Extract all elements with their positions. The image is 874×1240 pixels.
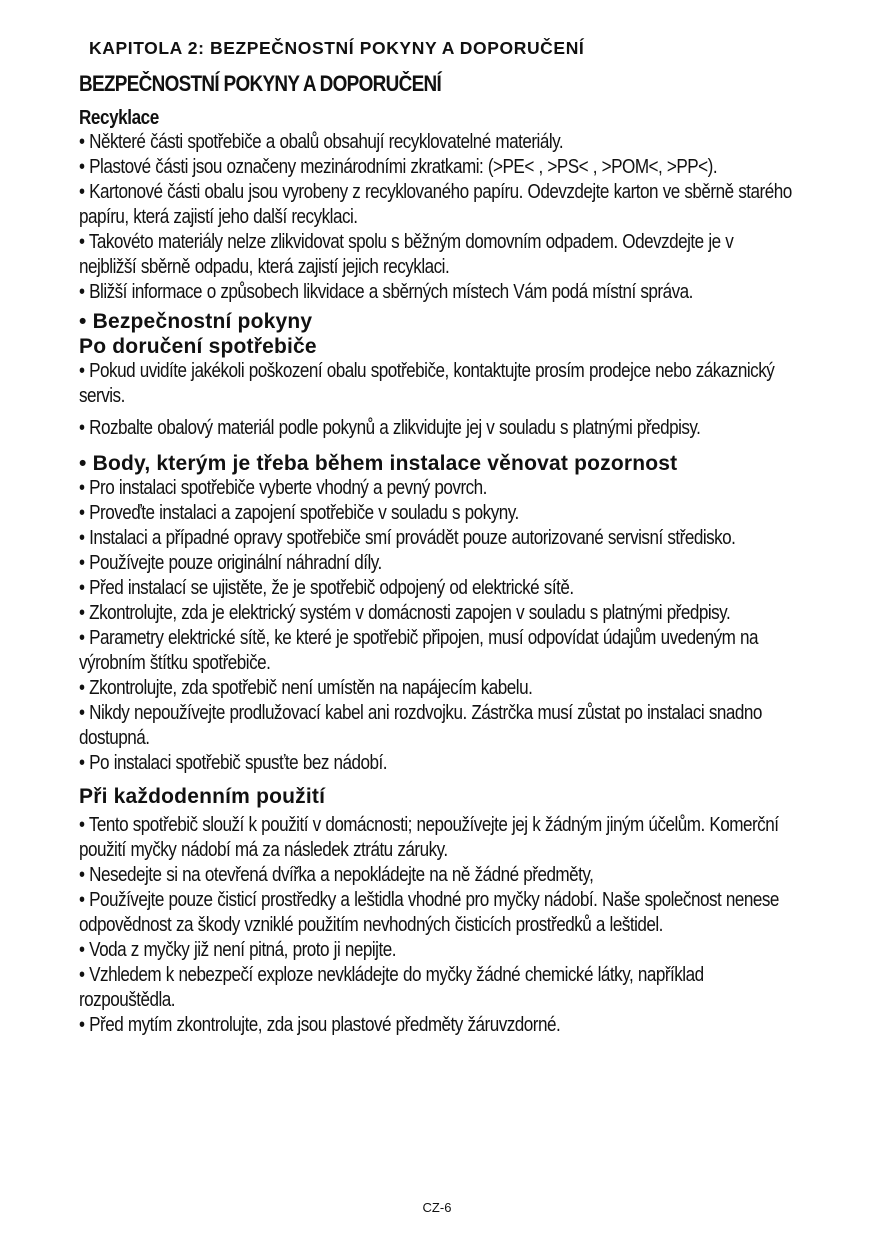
list-item: • Nikdy nepoužívejte prodlužovací kabel ani rozdvojku. Zástrčka musí zůstat po instalaci snadno dostupná.	[79, 701, 794, 751]
list-item: • Rozbalte obalový materiál podle pokynů a zlikvidujte jej v souladu s platnými předpisy.	[79, 413, 794, 443]
list-item: • Používejte pouze čisticí prostředky a leštidla vhodné pro myčky nádobí. Naše společnost nenese odpovědnost za škody vzniklé použitím nevhodných čisticích prostředků a leštidel.	[79, 888, 794, 938]
main-title: BEZPEČNOSTNÍ POKYNY A DOPORUČENÍ	[79, 71, 442, 96]
installation-section	[79, 476, 794, 776]
list-item: • Používejte pouze originální náhradní díly.	[79, 551, 794, 576]
delivery-list	[79, 359, 794, 443]
list-item: • Kartonové části obalu jsou vyrobeny z recyklovaného papíru. Odevzdejte karton ve sběrně starého papíru, která zajistí jeho další recyklaci.	[79, 180, 794, 230]
recycling-list	[79, 130, 794, 305]
chapter-header: KAPITOLA 2: BEZPEČNOSTNÍ POKYNY A DOPORUČENÍ	[89, 38, 585, 58]
list-item: • Takovéto materiály nelze zlikvidovat spolu s běžným domovním odpadem. Odevzdejte je v nejbližší sběrně odpadu, která zajistí jejich recyklaci.	[79, 230, 794, 280]
daily-use-heading: Při každodenním použití	[79, 785, 326, 808]
list-item: • Parametry elektrické sítě, ke které je spotřebič připojen, musí odpovídat údajům uvedeným na výrobním štítku spotřebiče.	[79, 626, 794, 676]
installation-heading: • Body, kterým je třeba během instalace věnovat pozornost	[79, 452, 678, 475]
list-item: • Pokud uvidíte jakékoli poškození obalu spotřebiče, kontaktujte prosím prodejce nebo zákaznický servis.	[79, 359, 794, 409]
daily-use-list	[79, 813, 794, 1038]
list-item: • Plastové části jsou označeny mezinárodními zkratkami: (>PE< , >PS< , >POM<, >PP<).	[79, 155, 794, 180]
list-item: • Pro instalaci spotřebiče vyberte vhodný a pevný povrch.	[79, 476, 794, 501]
list-item: • Před instalací se ujistěte, že je spotřebič odpojený od elektrické sítě.	[79, 576, 794, 601]
page-content	[79, 68, 794, 1038]
list-item: • Před mytím zkontrolujte, zda jsou plastové předměty žáruvzdorné.	[79, 1013, 794, 1038]
safety-heading: • Bezpečnostní pokyny	[79, 310, 313, 333]
list-item: • Tento spotřebič slouží k použití v domácnosti; nepoužívejte jej k žádným jiným účelům. Komerční použití myčky nádobí má za následek ztrátu záruky.	[79, 813, 794, 863]
list-item: • Zkontrolujte, zda je elektrický systém v domácnosti zapojen v souladu s platnými předpisy.	[79, 601, 794, 626]
list-item: • Instalaci a případné opravy spotřebiče smí provádět pouze autorizované servisní středisko.	[79, 526, 794, 551]
list-item: • Zkontrolujte, zda spotřebič není umístěn na napájecím kabelu.	[79, 676, 794, 701]
recycling-heading: Recyklace	[79, 107, 159, 129]
list-item: • Nesedejte si na otevřená dvířka a nepokládejte na ně žádné předměty,	[79, 863, 794, 888]
list-item: • Po instalaci spotřebič spusťte bez nádobí.	[79, 751, 794, 776]
installation-list	[79, 476, 794, 776]
list-item: • Některé části spotřebiče a obalů obsahují recyklovatelné materiály.	[79, 130, 794, 155]
list-item: • Bližší informace o způsobech likvidace a sběrných místech Vám podá místní správa.	[79, 280, 794, 305]
delivery-section	[79, 359, 794, 443]
recycling-section	[79, 106, 794, 305]
list-item: • Vzhledem k nebezpečí exploze nevkládejte do myčky žádné chemické látky, například rozpouštědla.	[79, 963, 794, 1013]
list-item: • Proveďte instalaci a zapojení spotřebiče v souladu s pokyny.	[79, 501, 794, 526]
daily-use-section	[79, 813, 794, 1038]
page-number: CZ-6	[422, 1200, 452, 1215]
delivery-heading: Po doručení spotřebiče	[79, 335, 317, 358]
list-item: • Voda z myčky již není pitná, proto ji nepijte.	[79, 938, 794, 963]
